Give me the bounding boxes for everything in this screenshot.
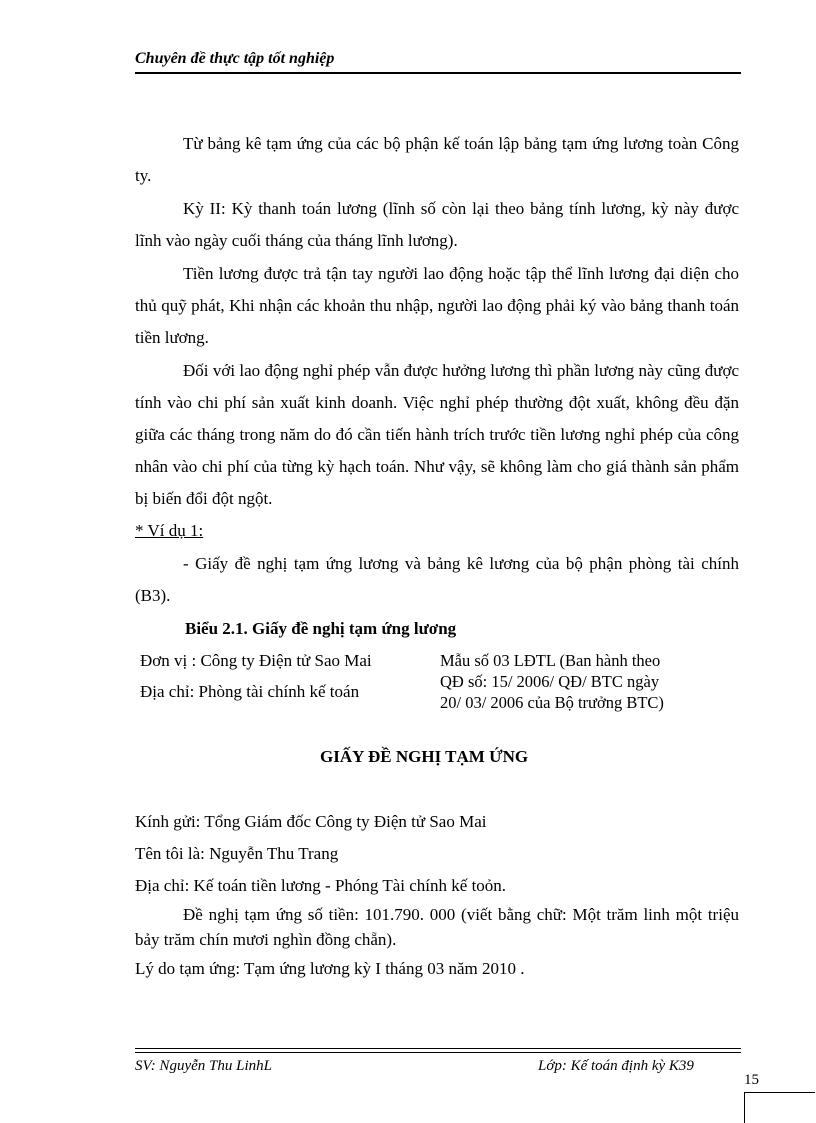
- footer-divider-bottom: [135, 1052, 741, 1053]
- page-corner-mark: [744, 1092, 815, 1123]
- header-divider: [135, 72, 741, 74]
- form-title: GIẤY ĐỀ NGHỊ TẠM ỨNG: [320, 747, 529, 766]
- footer-student: SV: Nguyễn Thu LinhL: [135, 1058, 272, 1074]
- paragraph-leave-salary: Đối với lao động nghỉ phép vẫn được hưởng lương thì phần lương này cũng được tính vào chi phí sản xuất kinh doanh. Việc nghỉ phép thường đột xuất, không đều đặn giữa các tháng trong năm do đó cần tiến hành trích trước tiền lương nghỉ phép của công nhân vào chi phí của từng kỳ hạch toán. Như vậy, sẽ không làm cho giá thành sản phẩm bị biến đổi đột ngột.: [135, 361, 739, 508]
- form-caption: Biểu 2.1. Giấy đề nghị tạm ứng lương: [185, 619, 457, 638]
- paragraph-period-two: Kỳ II: Kỳ thanh toán lương (lĩnh số còn lại theo bảng tính lương, kỳ này được lĩnh vào ngày cuối tháng của tháng lĩnh lương).: [135, 199, 739, 250]
- form-recipient: Kính gửi: Tổng Giám đốc Công ty Điện tử Sao Mai: [135, 812, 487, 831]
- paragraph-example-description: - Giấy đề nghị tạm ứng lương và bảng kê lương của bộ phận phòng tài chính (B3).: [135, 554, 739, 605]
- paragraph-advance-statement: Từ bảng kê tạm ứng của các bộ phận kế toán lập bảng tạm ứng lương toàn Công ty.: [135, 134, 739, 185]
- form-address: Địa chỉ: Phòng tài chính kế toán: [140, 682, 360, 701]
- document-header-title: Chuyên đề thực tập tốt nghiệp: [135, 50, 335, 67]
- template-line-2: QĐ số: 15/ 2006/ QĐ/ BTC ngày: [440, 672, 660, 691]
- page-number: 15: [744, 1072, 759, 1088]
- form-request-reason: Lý do tạm ứng: Tạm ứng lương kỳ I tháng 03 năm 2010 .: [135, 959, 525, 978]
- template-line-3: 20/ 03/ 2006 của Bộ trưởng BTC): [440, 693, 664, 712]
- form-requester-address: Địa chỉ: Kế toán tiền lương - Phóng Tài chính kế toỏn.: [135, 876, 507, 895]
- example-label: * Ví dụ 1:: [135, 521, 204, 540]
- form-requester-name: Tên tôi là: Nguyễn Thu Trang: [135, 844, 339, 863]
- template-line-1: Mẫu số 03 LĐTL (Ban hành theo: [440, 651, 661, 670]
- footer-class: Lớp: Kế toán định kỳ K39: [538, 1058, 694, 1074]
- paragraph-salary-payment: Tiền lương được trả tận tay người lao động hoặc tập thể lĩnh lương đại diện cho thủ quỹ phát, Khi nhận các khoản thu nhập, người lao động phải ký vào bảng thanh toán tiền lương.: [135, 264, 739, 347]
- form-unit: Đơn vị : Công ty Điện tử Sao Mai: [140, 651, 372, 670]
- form-template-reference: [440, 650, 740, 713]
- form-request-amount: Đề nghị tạm ứng số tiền: 101.790. 000 (viết bằng chữ: Một trăm linh một triệu bảy trăm chín mươi nghìn đồng chẵn).: [135, 905, 739, 949]
- footer-divider-top: [135, 1048, 741, 1049]
